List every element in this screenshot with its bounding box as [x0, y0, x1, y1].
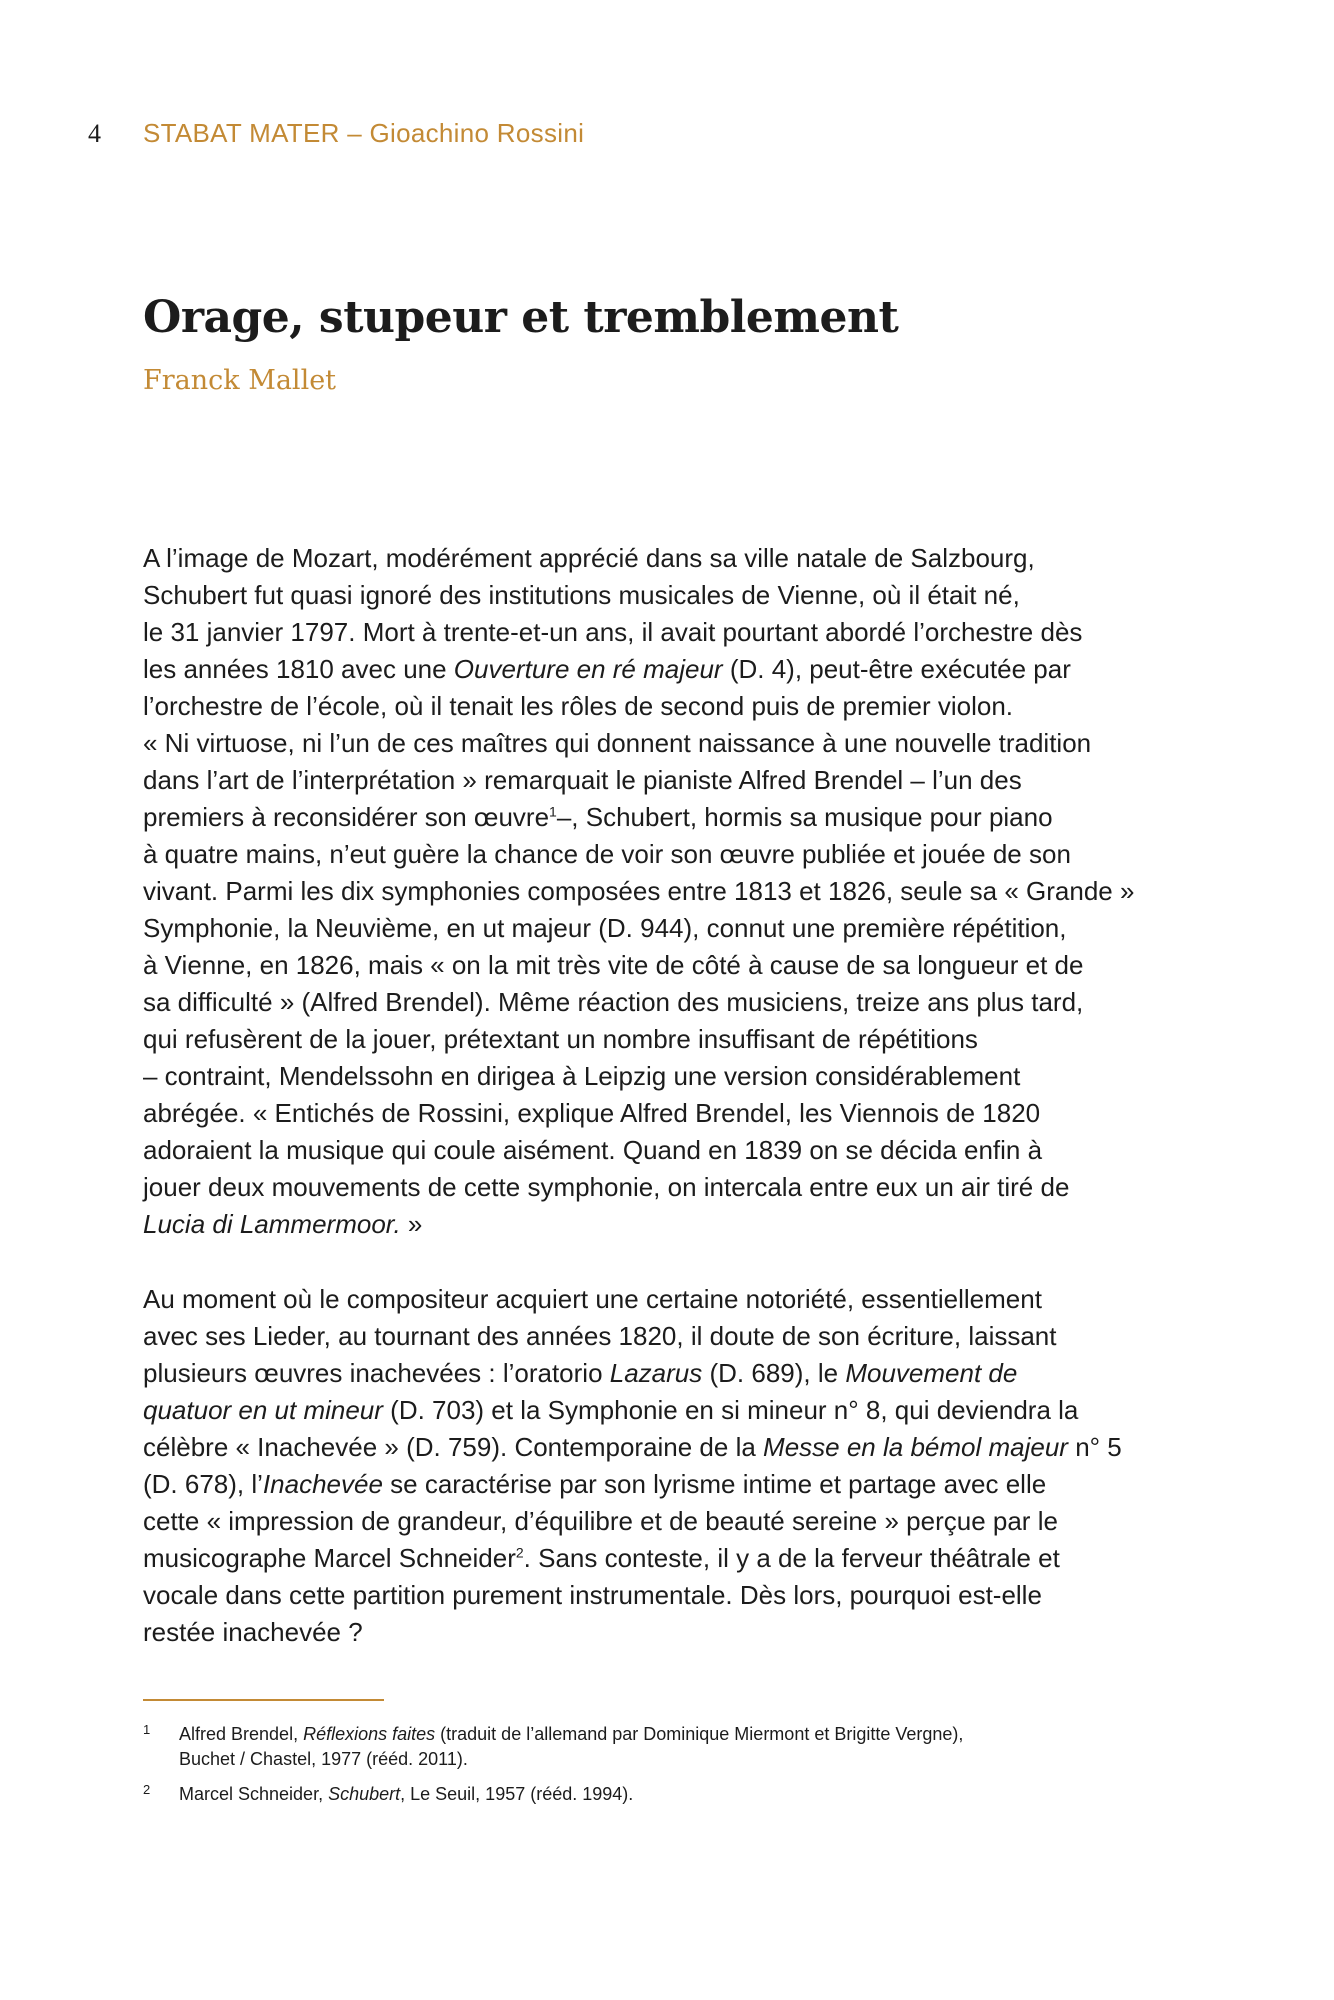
footnote-divider: [143, 1699, 384, 1701]
text-line: [143, 1355, 1203, 1392]
text-line: abrégée. « Entichés de Rossini, explique Alfred Brendel, les Viennois de 1820: [143, 1098, 1041, 1128]
work-title: Mouvement de: [845, 1358, 1018, 1388]
text-segment: (D. 703) et la Symphonie en si mineur n° 8, qui deviendra la: [382, 1395, 1079, 1425]
text-segment: les années 1810 avec une: [143, 654, 454, 684]
text-segment: musicographe Marcel Schneider: [143, 1543, 516, 1573]
body-paragraph-1: [143, 540, 1203, 1243]
footnote-1: [143, 1722, 1203, 1772]
work-title: Schubert: [328, 1784, 401, 1804]
work-title: Ouverture en ré majeur: [453, 654, 723, 684]
text-segment: Marcel Schneider,: [179, 1784, 329, 1804]
author-name: Franck Mallet: [143, 365, 337, 396]
text-segment: n° 5: [1067, 1432, 1122, 1462]
running-head: [88, 118, 584, 149]
text-segment: premiers à reconsidérer son œuvre: [143, 802, 550, 832]
text-segment: (D. 678), l’: [143, 1469, 263, 1499]
text-segment: –, Schubert, hormis sa musique pour piano: [556, 802, 1053, 832]
footnote-line: Buchet / Chastel, 1977 (rééd. 2011).: [179, 1749, 468, 1769]
text-line: [143, 1206, 1203, 1243]
text-segment: . Sans conteste, il y a de la ferveur théâtrale et: [523, 1543, 1060, 1573]
text-segment: célèbre « Inachevée » (D. 759). Contemporaine de la: [143, 1432, 764, 1462]
text-segment: plusieurs œuvres inachevées : l’oratorio: [143, 1358, 610, 1388]
text-line: dans l’art de l’interprétation » remarquait le pianiste Alfred Brendel – l’un des: [143, 765, 1022, 795]
text-line: [143, 651, 1203, 688]
text-line: vivant. Parmi les dix symphonies composées entre 1813 et 1826, seule sa « Grande »: [143, 876, 1135, 906]
work-title: Réflexions faites: [303, 1724, 436, 1744]
text-line: à quatre mains, n’eut guère la chance de voir son œuvre publiée et jouée de son: [143, 839, 1071, 869]
text-line: sa difficulté » (Alfred Brendel). Même réaction des musiciens, treize ans plus tard,: [143, 987, 1084, 1017]
text-line: [143, 799, 1203, 836]
text-line: [143, 1466, 1203, 1503]
text-line: l’orchestre de l’école, où il tenait les rôles de second puis de premier violon.: [143, 691, 1014, 721]
text-line: cette « impression de grandeur, d’équilibre et de beauté sereine » perçue par le: [143, 1506, 1058, 1536]
text-segment: , Le Seuil, 1957 (rééd. 1994).: [400, 1784, 634, 1804]
text-segment: (D. 689), le: [702, 1358, 846, 1388]
text-segment: Alfred Brendel,: [179, 1724, 304, 1744]
text-segment: (traduit de l’allemand par Dominique Miermont et Brigitte Vergne),: [435, 1724, 964, 1744]
text-line: jouer deux mouvements de cette symphonie, on intercala entre eux un air tiré de: [143, 1172, 1070, 1202]
footnote-line: [179, 1722, 1203, 1747]
article-title: Orage, stupeur et tremblement: [143, 292, 899, 343]
work-title: quatuor en ut mineur: [143, 1395, 383, 1425]
work-title: Messe en la bémol majeur: [763, 1432, 1068, 1462]
footnote-line: [179, 1782, 1203, 1807]
text-segment: »: [400, 1209, 423, 1239]
footnote-2: [143, 1782, 1203, 1807]
body-paragraph-2: [143, 1281, 1203, 1651]
text-segment: (D. 4), peut-être exécutée par: [722, 654, 1071, 684]
work-title: Inachevée: [262, 1469, 383, 1499]
work-title: Lazarus: [609, 1358, 703, 1388]
text-line: qui refusèrent de la jouer, prétextant un nombre insuffisant de répétitions: [143, 1024, 978, 1054]
text-line: vocale dans cette partition purement instrumentale. Dès lors, pourquoi est-elle: [143, 1580, 1042, 1610]
text-line: [143, 1392, 1203, 1429]
text-line: [143, 1540, 1203, 1577]
text-line: restée inachevée ?: [143, 1617, 363, 1647]
text-line: à Vienne, en 1826, mais « on la mit très vite de côté à cause de sa longueur et de: [143, 950, 1084, 980]
text-segment: se caractérise par son lyrisme intime et partage avec elle: [382, 1469, 1047, 1499]
work-title: Lucia di Lammermoor.: [143, 1209, 401, 1239]
footnotes: [143, 1722, 1203, 1817]
running-title: STABAT MATER – Gioachino Rossini: [143, 118, 585, 148]
page-number: 4: [88, 119, 101, 148]
text-line: adoraient la musique qui coule aisément. Quand en 1839 on se décida enfin à: [143, 1135, 1043, 1165]
footnote-number: 2: [143, 1782, 151, 1797]
footnote-ref-2: 2: [515, 1544, 524, 1561]
text-line: Symphonie, la Neuvième, en ut majeur (D. 944), connut une première répétition,: [143, 913, 1067, 943]
text-line: Schubert fut quasi ignoré des institutions musicales de Vienne, où il était né,: [143, 580, 1020, 610]
text-line: – contraint, Mendelssohn en dirigea à Leipzig une version considérablement: [143, 1061, 1021, 1091]
text-line: [143, 1429, 1203, 1466]
footnote-number: 1: [143, 1722, 151, 1737]
text-line: Au moment où le compositeur acquiert une certaine notoriété, essentiellement: [143, 1284, 1042, 1314]
text-line: avec ses Lieder, au tournant des années 1820, il doute de son écriture, laissant: [143, 1321, 1057, 1351]
footnote-ref-1: 1: [549, 803, 557, 820]
text-line: le 31 janvier 1797. Mort à trente-et-un ans, il avait pourtant abordé l’orchestre dès: [143, 617, 1083, 647]
text-line: « Ni virtuose, ni l’un de ces maîtres qui donnent naissance à une nouvelle tradition: [143, 728, 1092, 758]
text-line: A l’image de Mozart, modérément apprécié dans sa ville natale de Salzbourg,: [143, 543, 1035, 573]
